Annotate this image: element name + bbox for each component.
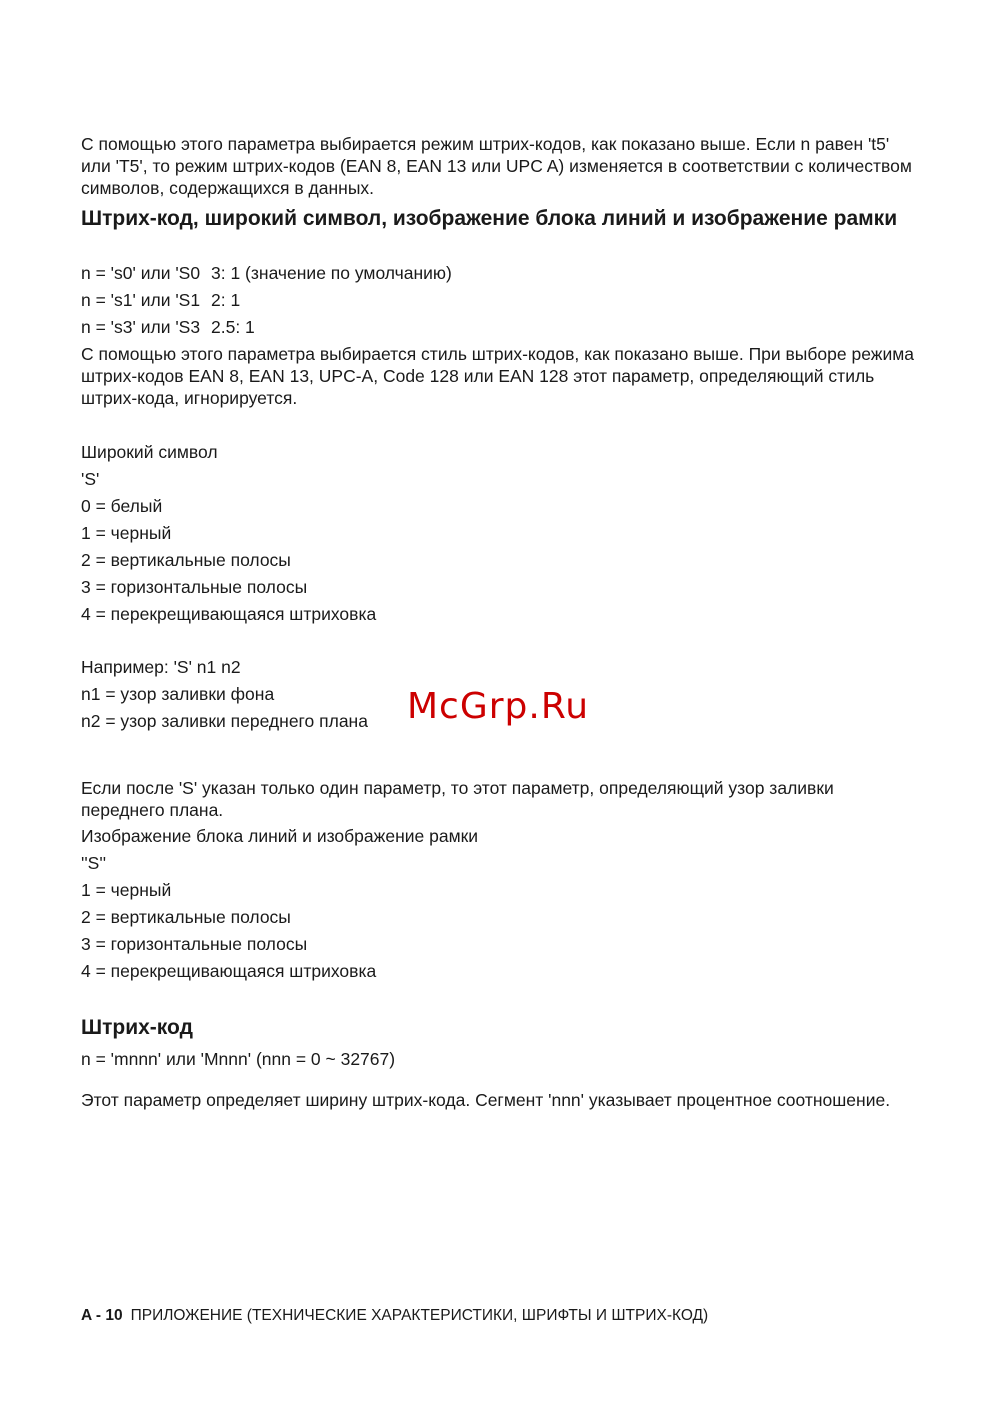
list-item: 2 = вертикальные полосы <box>81 550 291 570</box>
ratio-value: 3: 1 (значение по умолчанию) <box>211 263 452 283</box>
list-item: 3 = горизонтальные полосы <box>81 934 308 954</box>
list-item: 3 = горизонтальные полосы <box>81 577 308 597</box>
frame-label: Изображение блока линий и изображение рамки <box>81 826 479 846</box>
width-parameter-line: n = 'mnnn' или 'Mnnn' (nnn = 0 ~ 32767) <box>81 1049 396 1069</box>
footer-title: ПРИЛОЖЕНИЕ (ТЕХНИЧЕСКИЕ ХАРАКТЕРИСТИКИ, ШРИФТЫ И ШТРИХ-КОД) <box>130 1307 709 1324</box>
frame-code: ''S'' <box>81 853 107 873</box>
page-footer <box>81 1307 708 1325</box>
n2-line: n2 = узор заливки переднего плана <box>81 711 368 731</box>
example-line: Например: 'S' n1 n2 <box>81 657 241 677</box>
style-paragraph: С помощью этого параметра выбирается стиль штрих-кодов, как показано выше. При выборе режима штрих-кодов EAN 8, EAN 13, UPC-A, Code 128 или EAN 128 этот параметр, определяющий стиль штрих-кода, игнорируется. <box>81 344 914 408</box>
wide-symbol-code: 'S' <box>81 469 100 489</box>
ratio-value: 2.5: 1 <box>211 317 255 337</box>
width-paragraph: Этот параметр определяет ширину штрих-кода. Сегмент 'nnn' указывает процентное соотношение. <box>81 1090 891 1110</box>
ratio-code: n = 's0' или 'S0 <box>81 263 201 283</box>
intro-paragraph: С помощью этого параметра выбирается режим штрих-кодов, как показано выше. Если n равен 't5' или 'T5', то режим штрих-кодов (EAN 8, EAN 13 или UPC A) изменяется в соответствии с количеством символов, содержащихся в данных. <box>81 134 912 198</box>
watermark: McGrp.Ru <box>407 686 590 727</box>
ratio-code: n = 's1' или 'S1 <box>81 290 201 310</box>
ratio-line <box>81 289 240 311</box>
ratio-code: n = 's3' или 'S3 <box>81 317 201 337</box>
note-paragraph: Если после 'S' указан только один параметр, то этот параметр, определяющий узор заливки переднего плана. <box>81 778 834 820</box>
wide-symbol-label: Широкий символ <box>81 442 218 462</box>
list-item: 0 = белый <box>81 496 163 516</box>
section-heading-barcode-styles: Штрих-код, широкий символ, изображение блока линий и изображение рамки <box>81 207 898 230</box>
list-item: 2 = вертикальные полосы <box>81 907 291 927</box>
list-item: 4 = перекрещивающаяся штриховка <box>81 961 377 981</box>
page-number: A - 10 <box>81 1307 123 1324</box>
n1-line: n1 = узор заливки фона <box>81 684 275 704</box>
ratio-line <box>81 316 255 338</box>
section-heading-barcode-width: Штрих-код <box>81 1016 193 1039</box>
list-item: 1 = черный <box>81 523 172 543</box>
list-item: 4 = перекрещивающаяся штриховка <box>81 604 377 624</box>
ratio-value: 2: 1 <box>211 290 241 310</box>
ratio-line <box>81 262 452 284</box>
list-item: 1 = черный <box>81 880 172 900</box>
